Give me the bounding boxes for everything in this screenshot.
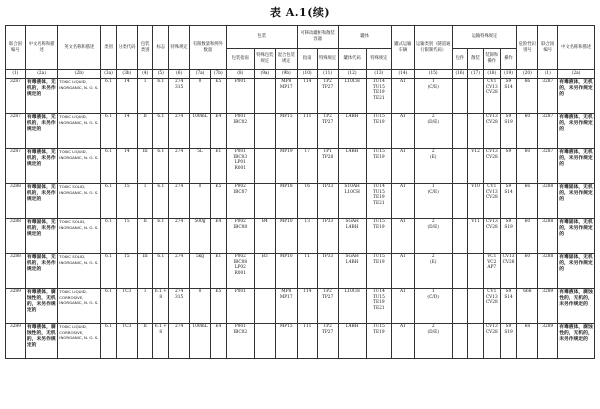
limited-qty-cell: 0 (190, 289, 211, 324)
special-provision-cell: 274 315 (169, 79, 190, 114)
vehicle-cell: AT (391, 324, 414, 359)
vehicle-cell: AT (391, 184, 414, 219)
transport-category-cell: 2 (D/E) (414, 219, 452, 254)
header-packing-group: 包装类别 (137, 26, 153, 70)
name-cn-cell-2: 有毒液体，无机的，未另作规定的 (558, 149, 595, 184)
name-en-cell: TOXIC LIQUID, INORGANIC, N. O. S. (58, 79, 101, 114)
special-provision-cell: 274 (169, 324, 190, 359)
column-number: (4) (137, 70, 153, 79)
column-number: (2a) (25, 70, 57, 79)
table-row (6, 289, 595, 324)
pkg-instruction-cell: P001 (226, 79, 254, 114)
hazard-id-cell: 60 (517, 149, 538, 184)
un-no-cell-2: 3287 (538, 114, 558, 149)
tank-special-cell: TU15 TE19 (366, 219, 391, 254)
table-row (6, 324, 595, 359)
special-provision-cell: 274 (169, 114, 190, 149)
table-body (6, 79, 595, 359)
header-name-cn: 中文名称和描述 (25, 26, 57, 70)
mixed-packing-cell: MP8 MP17 (275, 79, 297, 114)
header-packaging: 包装 (226, 26, 297, 49)
mixed-packing-cell: MP8 MP17 (275, 289, 297, 324)
pt-instruction-cell: T1 (297, 254, 317, 289)
pkg-instruction-cell: P001 IBC03 LP01 R001 (226, 149, 254, 184)
packing-group-cell: I (137, 289, 153, 324)
mixed-packing-cell: MP19 (275, 149, 297, 184)
tank-special-cell: TU15 TE19 (366, 254, 391, 289)
limited-qty-cell: 100mL (190, 324, 211, 359)
un-no-cell-2: 3289 (538, 289, 558, 324)
ts-operation-cell: S9 S19 (500, 114, 517, 149)
vehicle-cell: AT (391, 219, 414, 254)
ts-packages-cell (452, 79, 468, 114)
header-hazard-id: 危险性识别号 (517, 26, 538, 70)
ts-bulk-cell (468, 114, 484, 149)
packing-group-cell: I (137, 79, 153, 114)
tank-code-cell: S10AH L10CH (338, 184, 366, 219)
hazard-id-cell: 68 (517, 324, 538, 359)
limited-qty-cell: 5L (190, 149, 211, 184)
packing-group-cell: II (137, 219, 153, 254)
pkg-special-cell: B3 (254, 254, 275, 289)
page-title: 表 A.1(续) (269, 6, 331, 19)
excepted-qty-cell: E1 (210, 149, 226, 184)
excepted-qty-cell: E5 (210, 289, 226, 324)
header-un-no: 联合国编号 (6, 26, 26, 70)
header-tank-special: 特殊规定 (366, 49, 391, 70)
column-number: (3a) (101, 70, 117, 79)
un-no-cell-2: 3287 (538, 79, 558, 114)
special-provision-cell: 274 (169, 219, 190, 254)
hazard-id-cell: 66 (517, 79, 538, 114)
column-number: (13) (366, 70, 391, 79)
excepted-qty-cell: E5 (210, 79, 226, 114)
tank-code-cell: SGAH L4BH (338, 219, 366, 254)
column-number: (19) (500, 70, 517, 79)
tank-code-cell: L10CH (338, 289, 366, 324)
ts-operation-cell: S9 S14 (500, 184, 517, 219)
label-cell: 6.1 + 8 (153, 324, 169, 359)
header-tank-code: 罐体代码 (338, 49, 366, 70)
un-no-cell: 3288 (6, 254, 26, 289)
tank-special-cell: TU15 TE19 (366, 149, 391, 184)
header-pt-instructions: 指南 (297, 49, 317, 70)
tank-code-cell: L4BH (338, 114, 366, 149)
vehicle-cell: AT (391, 79, 414, 114)
pkg-special-cell (254, 289, 275, 324)
class-code-cell: T4 (116, 79, 137, 114)
column-number: (7a) (190, 70, 211, 79)
packing-group-cell: III (137, 254, 153, 289)
un-no-cell: 3287 (6, 149, 26, 184)
packing-group-cell: I (137, 184, 153, 219)
column-number: (6) (169, 70, 190, 79)
header-class: 类别 (101, 26, 117, 70)
column-number: (9b) (275, 70, 297, 79)
pkg-special-cell (254, 184, 275, 219)
ts-loading-cell: CV13 CV28 (483, 324, 500, 359)
un-no-cell: 3288 (6, 184, 26, 219)
name-en-cell: TOXIC LIQUID, CORROSIVE, INORGANIC, N. O. S. (58, 289, 101, 324)
hazard-id-cell: 66 (517, 184, 538, 219)
column-number: (12) (338, 70, 366, 79)
ts-operation-cell: CV13 CV28 (500, 254, 517, 289)
pkg-special-cell: B4 (254, 219, 275, 254)
header-labels: 标志 (153, 26, 169, 70)
tank-code-cell: L10CH (338, 79, 366, 114)
ts-bulk-cell: V11 (468, 219, 484, 254)
un-no-cell: 3288 (6, 219, 26, 254)
un-no-cell: 3287 (6, 114, 26, 149)
excepted-qty-cell: E5 (210, 184, 226, 219)
pkg-special-cell (254, 324, 275, 359)
label-cell: 6.1 (153, 114, 169, 149)
table-row (6, 114, 595, 149)
special-provision-cell: 274 (169, 149, 190, 184)
header-tank: 罐体 (338, 26, 391, 49)
vehicle-cell: AT (391, 289, 414, 324)
pkg-instruction-cell: P002 IBC07 (226, 184, 254, 219)
un-no-cell-2: 3288 (538, 184, 558, 219)
ts-bulk-cell (468, 324, 484, 359)
column-number: (1) (6, 70, 26, 79)
class-cell: 6.1 (101, 149, 117, 184)
name-cn-cell: 有毒液体，无机的，未另作规定的 (25, 114, 57, 149)
column-number: (20) (517, 70, 538, 79)
label-cell: 6.1 (153, 149, 169, 184)
column-number-row (6, 70, 595, 79)
pkg-instruction-cell: P001 IBC02 (226, 324, 254, 359)
ts-packages-cell (452, 324, 468, 359)
header-ts-operation: 操作 (500, 49, 517, 70)
name-en-cell: TOXIC LIQUID, CORROSIVE, INORGANIC, N. O. S. (58, 324, 101, 359)
pt-special-cell: TP33 (317, 184, 338, 219)
pkg-instruction-cell: P002 IBC08 LP02 R001 (226, 254, 254, 289)
hazard-id-cell: 60 (517, 254, 538, 289)
ts-loading-cell: CV1 CV13 CV28 (483, 79, 500, 114)
name-cn-cell-2: 有毒液体，无机的，未另作规定的 (558, 114, 595, 149)
mixed-packing-cell: MP10 (275, 254, 297, 289)
class-code-cell: T5 (116, 254, 137, 289)
pt-special-cell: TP2 TP27 (317, 79, 338, 114)
ts-packages-cell (452, 184, 468, 219)
pkg-special-cell (254, 79, 275, 114)
ts-bulk-cell (468, 289, 484, 324)
hazard-id-cell: 60 (517, 219, 538, 254)
tank-special-cell: TU15 TE19 (366, 324, 391, 359)
table-row (6, 254, 595, 289)
ts-bulk-cell: V12 (468, 149, 484, 184)
name-cn-cell: 有毒液体，无机的，未另作规定的 (25, 79, 57, 114)
class-code-cell: T5 (116, 184, 137, 219)
un-no-cell-2: 3287 (538, 149, 558, 184)
dangerous-goods-table (5, 25, 595, 359)
header-ts-bulk: 散装 (468, 49, 484, 70)
class-code-cell: T5 (116, 219, 137, 254)
column-number: (17) (468, 70, 484, 79)
un-no-cell: 3289 (6, 324, 26, 359)
pt-instruction-cell: T14 (297, 79, 317, 114)
class-cell: 6.1 (101, 324, 117, 359)
column-number: (1) (538, 70, 558, 79)
name-cn-cell-2: 有毒固体，无机的，未另作规定的 (558, 184, 595, 219)
header-transport-category: 运输类别（隧道通行限制代码） (414, 26, 452, 70)
name-en-cell: TOXIC LIQUID, INORGANIC, N. O. S. (58, 149, 101, 184)
label-cell: 6.1 (153, 184, 169, 219)
transport-category-cell: 1 (C/E) (414, 184, 452, 219)
column-number: (9a) (254, 70, 275, 79)
pkg-instruction-cell: P001 IBC02 (226, 114, 254, 149)
limited-qty-cell: 0 (190, 184, 211, 219)
excepted-qty-cell: E4 (210, 219, 226, 254)
class-cell: 6.1 (101, 289, 117, 324)
table-row (6, 219, 595, 254)
special-provision-cell: 274 (169, 184, 190, 219)
packing-group-cell: II (137, 114, 153, 149)
header-special-provisions: 特殊规定 (169, 26, 190, 70)
name-cn-cell-2: 有毒液体，腐蚀性的，无机的，未另作规定的 (558, 289, 595, 324)
tank-code-cell: SGAH L4BH (338, 254, 366, 289)
packing-group-cell: III (137, 149, 153, 184)
header-ts-packages: 包件 (452, 49, 468, 70)
vehicle-cell: AT (391, 114, 414, 149)
ts-loading-cell: CV13 CV28 (483, 114, 500, 149)
pt-special-cell: TP2 TP27 (317, 289, 338, 324)
table-row (6, 79, 595, 114)
excepted-qty-cell: E1 (210, 254, 226, 289)
vehicle-cell: AT (391, 149, 414, 184)
un-no-cell: 3289 (6, 289, 26, 324)
ts-operation-cell: S9 (500, 149, 517, 184)
pkg-instruction-cell: P001 (226, 289, 254, 324)
label-cell: 6.1 + 8 (153, 289, 169, 324)
pkg-instruction-cell: P002 IBC08 (226, 219, 254, 254)
header-un-no-2: 联合国编号 (538, 26, 558, 70)
header-name-en: 英文名称和描述 (58, 26, 101, 70)
ts-loading-cell: CV1 CV13 CV28 (483, 184, 500, 219)
header-vehicle: 罐式运输车辆 (391, 26, 414, 70)
limited-qty-cell: 500g (190, 219, 211, 254)
transport-category-cell: 2 (D/E) (414, 114, 452, 149)
column-number: (15) (414, 70, 452, 79)
pt-instruction-cell: T7 (297, 149, 317, 184)
column-number: (5) (153, 70, 169, 79)
packing-group-cell: II (137, 324, 153, 359)
tank-special-cell: TU14 TU15 TE19 TE21 (366, 79, 391, 114)
transport-category-cell: 2 (D/E) (414, 324, 452, 359)
header-transport-special: 运输特殊规定 (452, 26, 517, 49)
hazard-id-cell: 60 (517, 114, 538, 149)
class-cell: 6.1 (101, 254, 117, 289)
tank-special-cell: TU14 TU15 TE19 TE21 (366, 289, 391, 324)
name-cn-cell-2: 有毒固体，无机的，未另作规定的 (558, 254, 595, 289)
column-number: (2a) (558, 70, 595, 79)
ts-loading-cell: CV13 CV28 (483, 149, 500, 184)
name-cn-cell: 有毒液体，无机的，未另作规定的 (25, 149, 57, 184)
pkg-special-cell (254, 149, 275, 184)
name-cn-cell-2: 有毒固体，无机的，未另作规定的 (558, 219, 595, 254)
name-en-cell: TOXIC LIQUID, INORGANIC, N. O. S. (58, 114, 101, 149)
class-cell: 6.1 (101, 184, 117, 219)
ts-loading-cell: VC1 VC2 AP7 (483, 254, 500, 289)
pt-instruction-cell: T6 (297, 184, 317, 219)
pt-instruction-cell: T11 (297, 114, 317, 149)
label-cell: 6.1 (153, 219, 169, 254)
header-portable-tanks: 可移动罐柜和散装容器 (297, 26, 338, 49)
header-pkg-instructions: 包装指南 (226, 49, 254, 70)
un-no-cell-2: 3288 (538, 254, 558, 289)
un-no-cell: 3287 (6, 79, 26, 114)
excepted-qty-cell: E4 (210, 114, 226, 149)
pt-instruction-cell: T14 (297, 289, 317, 324)
limited-qty-cell: 100mL (190, 114, 211, 149)
name-en-cell: TOXIC SOLID, INORGANIC, N. O. S. (58, 254, 101, 289)
limited-qty-cell: 5kg (190, 254, 211, 289)
ts-operation-cell: S9 S19 (500, 324, 517, 359)
un-no-cell-2: 3288 (538, 219, 558, 254)
pt-special-cell: TP33 (317, 254, 338, 289)
limited-qty-cell: 0 (190, 79, 211, 114)
column-number: (2b) (58, 70, 101, 79)
header-pkg-special: 特殊包装规定 (254, 49, 275, 70)
name-cn-cell: 有毒液体，腐蚀性的，无机的，未另作规定的 (25, 289, 57, 324)
name-cn-cell-2: 有毒液体，无机的，未另作规定的 (558, 79, 595, 114)
column-number: (8) (226, 70, 254, 79)
transport-category-cell: 1 (C/E) (414, 79, 452, 114)
ts-loading-cell: CV1 CV13 CV28 (483, 289, 500, 324)
name-en-cell: TOXIC SOLID, INORGANIC, N. O. S. (58, 219, 101, 254)
column-number: (18) (483, 70, 500, 79)
name-en-cell: TOXIC SOLID, INORGANIC, N. O. S. (58, 184, 101, 219)
tank-special-cell: TU14 TU15 TE19 TE21 (366, 184, 391, 219)
tank-code-cell: L4BH (338, 324, 366, 359)
name-cn-cell: 有毒液体，腐蚀性的，无机的，未另作规定的 (25, 324, 57, 359)
name-cn-cell: 有毒固体，无机的，未另作规定的 (25, 184, 57, 219)
class-code-cell: TC3 (116, 289, 137, 324)
un-no-cell-2: 3289 (538, 324, 558, 359)
class-code-cell: T4 (116, 149, 137, 184)
tank-special-cell: TU15 TE19 (366, 114, 391, 149)
ts-operation-cell: S9 S19 (500, 219, 517, 254)
class-cell: 6.1 (101, 219, 117, 254)
mixed-packing-cell: MP18 (275, 184, 297, 219)
column-number: (7b) (210, 70, 226, 79)
column-number: (3b) (116, 70, 137, 79)
pt-special-cell: TP2 TP27 (317, 324, 338, 359)
ts-bulk-cell (468, 254, 484, 289)
special-provision-cell: 274 (169, 254, 190, 289)
ts-packages-cell (452, 114, 468, 149)
ts-packages-cell (452, 254, 468, 289)
transport-category-cell: 1 (C/D) (414, 289, 452, 324)
header-pt-special: 特殊规定 (317, 49, 338, 70)
column-number: (11) (317, 70, 338, 79)
class-cell: 6.1 (101, 114, 117, 149)
mixed-packing-cell: MP15 (275, 324, 297, 359)
name-cn-cell: 有毒固体，无机的，未另作规定的 (25, 219, 57, 254)
hazard-id-cell: 668 (517, 289, 538, 324)
ts-bulk-cell (468, 79, 484, 114)
ts-packages-cell (452, 219, 468, 254)
name-cn-cell: 有毒固体，无机的，未另作规定的 (25, 254, 57, 289)
pt-instruction-cell: T11 (297, 324, 317, 359)
name-cn-cell-2: 有毒液体，腐蚀性的，无机的，未另作规定的 (558, 324, 595, 359)
pkg-special-cell (254, 114, 275, 149)
table-row (6, 149, 595, 184)
column-number: (10) (297, 70, 317, 79)
ts-bulk-cell: V10 (468, 184, 484, 219)
mixed-packing-cell: MP10 (275, 219, 297, 254)
table-row (6, 184, 595, 219)
label-cell: 6.1 (153, 254, 169, 289)
excepted-qty-cell: E4 (210, 324, 226, 359)
label-cell: 6.1 (153, 79, 169, 114)
pt-special-cell: TP33 (317, 219, 338, 254)
mixed-packing-cell: MP15 (275, 114, 297, 149)
column-number: (14) (391, 70, 414, 79)
header-mixed-packing: 混合包装规定 (275, 49, 297, 70)
ts-packages-cell (452, 289, 468, 324)
class-code-cell: T4 (116, 114, 137, 149)
transport-category-cell: 2 (E) (414, 149, 452, 184)
pt-special-cell: TP2 TP27 (317, 114, 338, 149)
ts-packages-cell (452, 149, 468, 184)
ts-loading-cell: CV13 CV28 (483, 219, 500, 254)
special-provision-cell: 274 315 (169, 289, 190, 324)
tank-code-cell: L4BH (338, 149, 366, 184)
vehicle-cell: AT (391, 254, 414, 289)
transport-category-cell: 2 (E) (414, 254, 452, 289)
column-number: (16) (452, 70, 468, 79)
pt-instruction-cell: T3 (297, 219, 317, 254)
header-class-code: 分类代码 (116, 26, 137, 70)
ts-operation-cell: S9 S14 (500, 79, 517, 114)
ts-operation-cell: S9 S14 (500, 289, 517, 324)
class-code-cell: TC3 (116, 324, 137, 359)
class-cell: 6.1 (101, 79, 117, 114)
header-limited-excepted: 有限数量和例外数量 (190, 26, 227, 70)
pt-special-cell: TP1 TP28 (317, 149, 338, 184)
header-ts-loading: 装卸和操作 (483, 49, 500, 70)
header-name-cn-2: 中文名称和描述 (558, 26, 595, 70)
